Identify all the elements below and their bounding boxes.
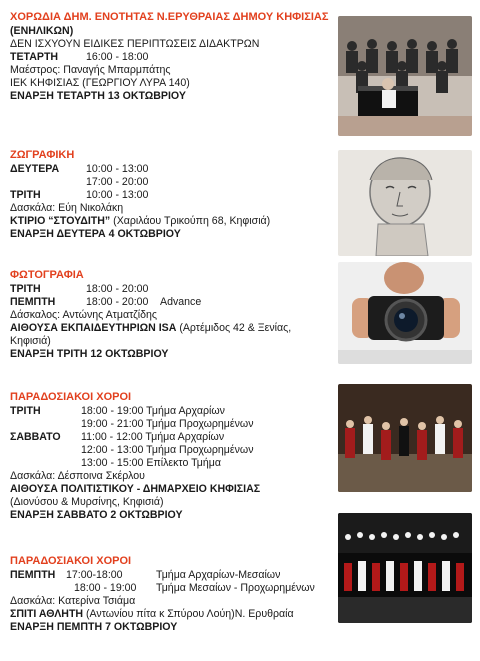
teacher: Δασκάλα: Εύη Νικολάκη [10,202,124,214]
venue [10,322,328,348]
start-date: ΕΝΑΡΞΗ ΠΕΜΠΤΗ 7 ΟΚΤΩΒΡΙΟΥ [10,621,178,633]
venue: ΙΕΚ ΚΗΦΙΣΙΑΣ (ΓΕΩΡΓΙΟΥ ΛΥΡΑ 140) [10,77,190,89]
day-label: ΤΡΙΤΗ [10,189,41,201]
day-label: ΤΡΙΤΗ [10,283,41,295]
time-label: 10:00 - 13:00 [86,189,149,201]
time-label: 11:00 - 12:00 Τμήμα Αρχαρίων [81,431,225,443]
day-label: ΠΕΜΠΤΗ [10,296,56,308]
schedule-row [10,457,328,470]
venue [10,215,328,228]
time-label: 17:00-18:00 [66,569,123,581]
day-label: ΤΡΙΤΗ [10,405,41,417]
time-label: 17:00 - 20:00 [86,176,149,188]
section-title: ΠΑΡΑΔΟΣΙΑΚΟΙ ΧΟΡΟΙ [10,391,132,403]
folk-dance-photo [338,384,472,492]
time-label: 10:00 - 13:00 [86,163,149,175]
start-date: ΕΝΑΡΞΗ ΔΕΥΤΕΡΑ 4 ΟΚΤΩΒΡΙΟΥ [10,228,181,240]
level-label: Advance [160,296,202,308]
venue [10,608,328,621]
venue-address: (Αρτέμιδος 42 & Ξενίας, Κηφισιά) [10,322,292,347]
venue-name: ΑΙΘΟΥΣΑ ΕΚΠΑΙΔΕΥΤΗΡΙΩΝ ISA [10,322,177,334]
day-label: ΔΕΥΤΕΡΑ [10,163,60,175]
day-label: ΤΕΤΑΡΤΗ [10,51,59,63]
schedule-row [10,189,328,202]
choir-photo [338,16,472,136]
schedule-row [10,176,328,189]
day-label: ΠΕΜΠΤΗ [10,569,56,581]
schedule-row [10,296,328,309]
section-folk-dance-1 [10,390,328,522]
venue-name: ΚΤΙΡΙΟ “ΣΤΟΥΔΙΤΗ” [10,215,111,227]
schedule-row [10,418,328,431]
folk-dance-stage-photo [338,513,472,623]
venue-address: (Χαριλάου Τρικούπη 68, Κηφισιά) [110,215,271,227]
schedule-row [10,431,328,444]
schedule-row [10,569,328,582]
section-folk-dance-2 [10,554,328,634]
schedule-row [10,51,328,64]
teacher: Δασκάλα: Κατερίνα Τσιάμα [10,595,136,607]
schedule-row [10,405,328,418]
section-choir [10,10,328,103]
teacher: Δάσκαλος: Αντώνης Ατματζίδης [10,309,158,321]
venue-name: ΣΠΙΤΙ ΑΘΛΗΤΗ [10,608,84,620]
teacher: Μαέστρος: Παναγής Μπαρμπάτης [10,64,171,76]
camera-photo [338,262,472,364]
schedule-row [10,582,328,595]
day-label: ΣΑΒΒΑΤΟ [10,431,61,443]
group-label: Τμήμα Αρχαρίων-Μεσαίων [156,569,281,581]
time-label: 18:00 - 19:00 [74,582,137,594]
section-title: ΦΩΤΟΓΡΑΦΙΑ [10,269,84,281]
schedule-row [10,283,328,296]
time-label: 18:00 - 20:00 [86,296,149,308]
time-label: 18:00 - 19:00 Τμήμα Αρχαρίων [81,405,225,417]
time-label: 16:00 - 18:00 [86,51,149,63]
sculpture-photo [338,150,472,256]
subtitle: (ΕΝΗΛΙΚΩΝ) [10,25,74,37]
start-date: ΕΝΑΡΞΗ ΤΡΙΤΗ 12 ΟΚΤΩΒΡΙΟΥ [10,348,169,360]
start-date: ΕΝΑΡΞΗ ΤΕΤΑΡΤΗ 13 ΟΚΤΩΒΡΙΟΥ [10,90,186,102]
group-label: Τμήμα Μεσαίων - Προχωρημένων [156,582,315,594]
venue-address: (Αντωνίου πίτα κ Σπύρου Λούη)Ν. Ερυθραία [83,608,294,620]
time-label: 12:00 - 13:00 Τμήμα Προχωρημένων [81,444,254,456]
section-title: ΧΟΡΩΔΙΑ ΔΗΜ. ΕΝΟΤΗΤΑΣ Ν.ΕΡΥΘΡΑΙΑΣ ΔΗΜΟΥ ΚΗΦΙΣΙΑΣ [10,11,329,23]
schedule-row [10,444,328,457]
venue: ΑΙΘΟΥΣΑ ΠΟΛΙΤΙΣΤΙΚΟΥ - ΔΗΜΑΡΧΕΙΟ ΚΗΦΙΣΙΑΣ [10,483,261,495]
section-painting [10,148,328,241]
section-title: ΖΩΓΡΑΦΙΚΗ [10,149,75,161]
teacher: Δασκάλα: Δέσποινα Σκέρλου [10,470,145,482]
venue-address: (Διονύσου & Μυρσίνης, Κηφισιά) [10,496,164,508]
time-label: 19:00 - 21:00 Τμήμα Προχωρημένων [81,418,254,430]
time-label: 13:00 - 15:00 Επίλεκτο Τμήμα [81,457,222,469]
time-label: 18:00 - 20:00 [86,283,149,295]
schedule-row [10,163,328,176]
section-title: ΠΑΡΑΔΟΣΙΑΚΟΙ ΧΟΡΟΙ [10,555,132,567]
start-date: ΕΝΑΡΞΗ ΣΑΒΒΑΤΟ 2 ΟΚΤΩΒΡΙΟΥ [10,509,183,521]
section-photography [10,268,328,361]
note: ΔΕΝ ΙΣΧΥΟΥΝ ΕΙΔΙΚΕΣ ΠΕΡΙΠΤΩΣΕΙΣ ΔΙΔΑΚΤΡΩΝ [10,38,260,50]
